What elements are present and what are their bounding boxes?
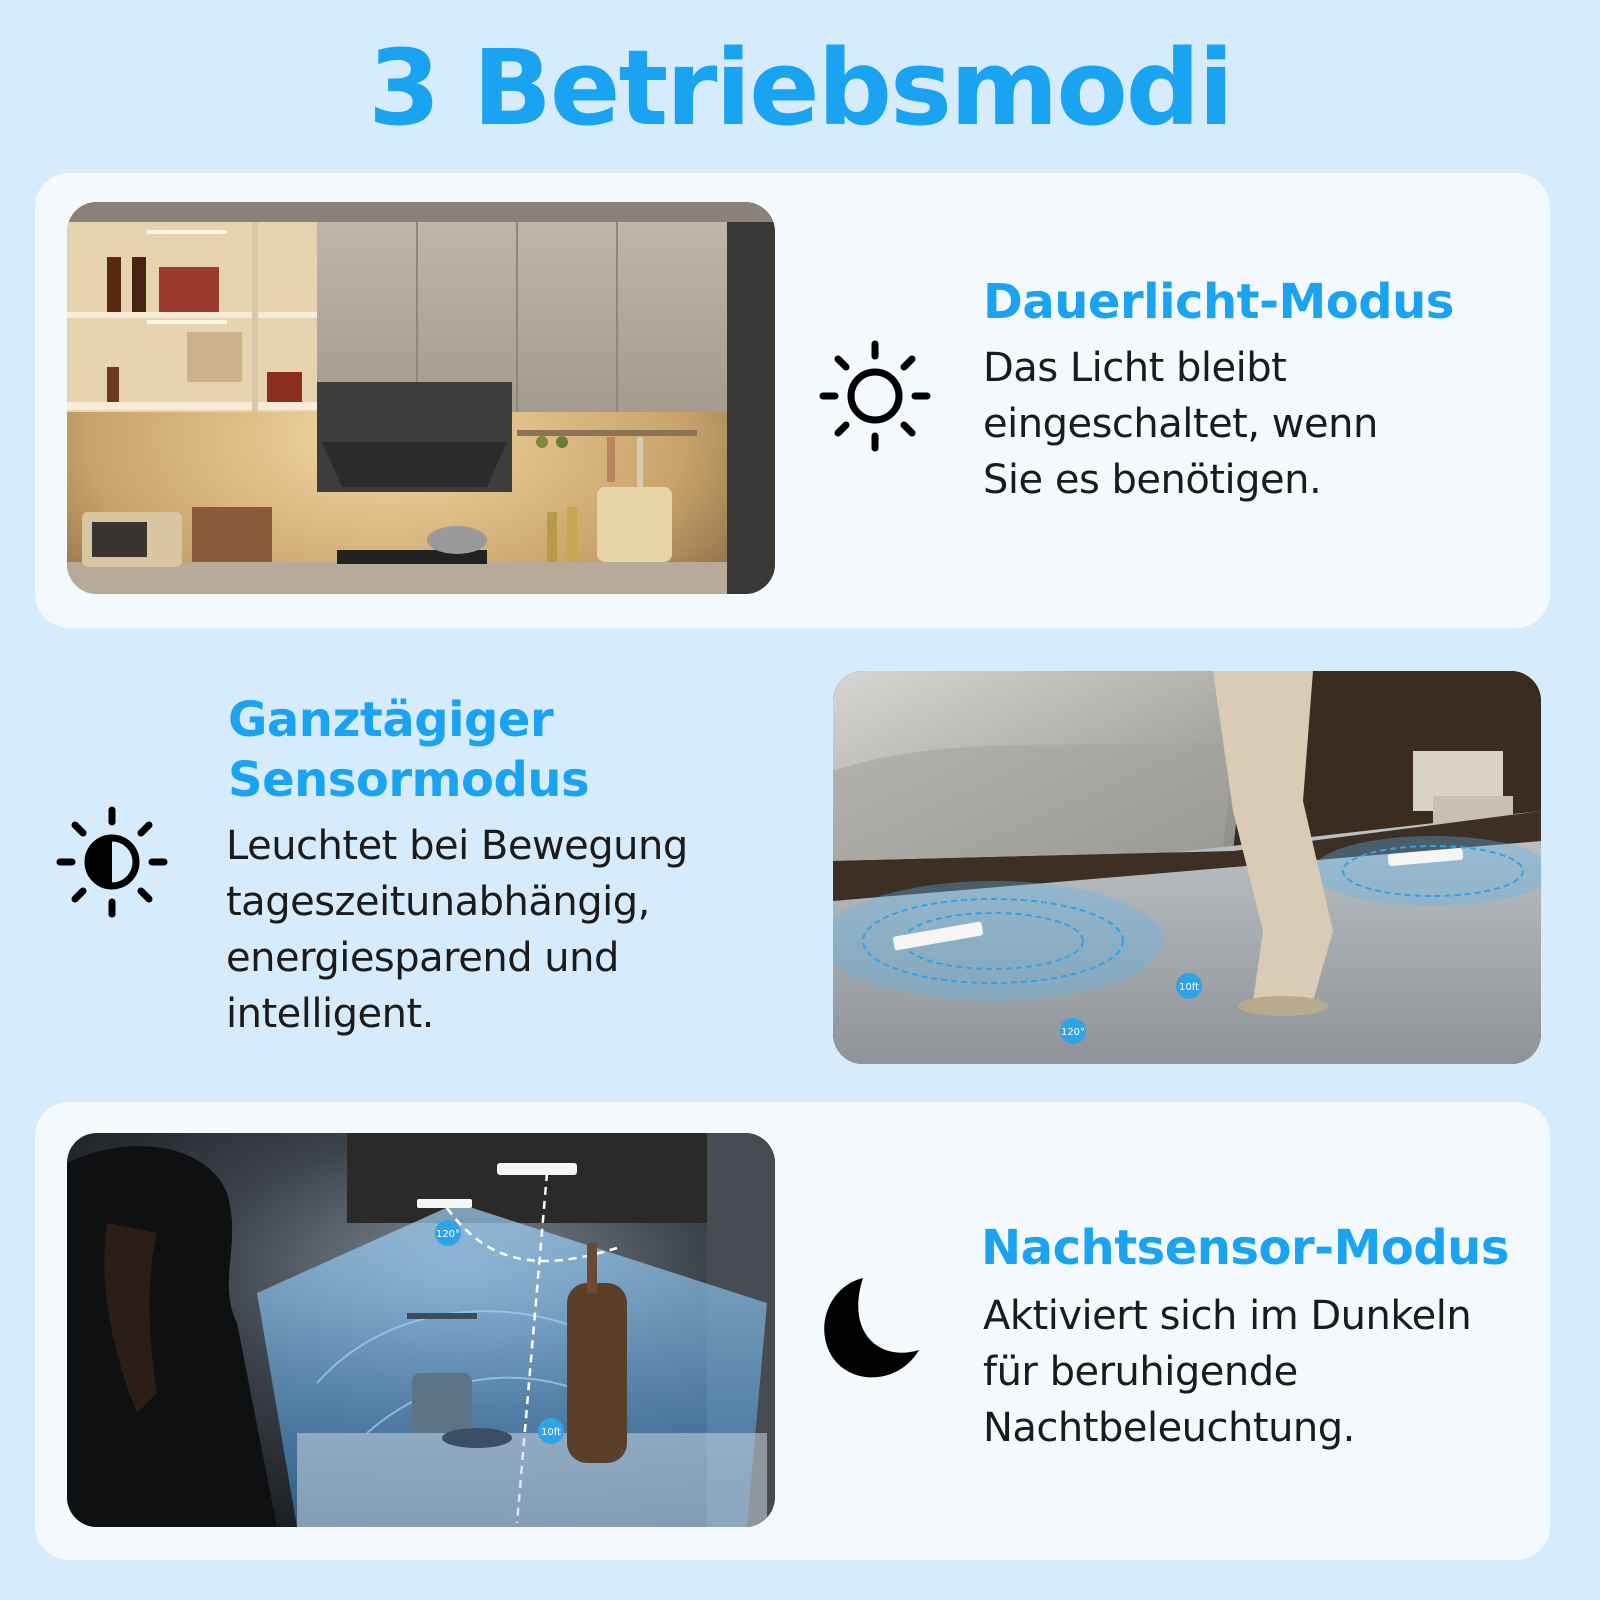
mode-title-sensormodus [228,690,589,810]
angle-label: 120° [435,1229,461,1240]
description-line: Das Licht bleibt [983,345,1287,391]
range-label: 10ft [1179,982,1199,993]
description-line: Aktiviert sich im Dunkeln [983,1293,1472,1339]
description-line: energiesparend und [226,935,619,981]
sun-icon [819,340,931,452]
title-line: Ganztägiger [228,692,554,748]
mode-description-sensormodus [226,818,688,1042]
description-line: Nachtbeleuchtung. [983,1405,1355,1451]
bedroom-motion-sensor-photo [833,671,1541,1064]
night-kitchen-photo [67,1133,775,1527]
mode-title-nachtsensor: Nachtsensor-Modus [981,1220,1509,1276]
moon-icon [815,1272,927,1384]
description-line: Leuchtet bei Bewegung [226,823,688,869]
mode-description-nachtsensor [983,1288,1471,1456]
mode-title-dauerlicht: Dauerlicht-Modus [983,274,1454,330]
angle-label: 120° [1060,1027,1086,1038]
range-label: 10ft [541,1427,561,1438]
mode-description-dauerlicht [983,340,1378,508]
description-line: für beruhigende [983,1349,1298,1395]
description-line: eingeschaltet, wenn [983,401,1378,447]
description-line: tageszeitunabhängig, [226,879,650,925]
description-line: intelligent. [226,991,434,1037]
page-title: 3 Betriebsmodi [368,27,1232,149]
title-line: Sensormodus [228,752,590,808]
kitchen-shelves-photo [67,202,775,594]
half-sun-icon [56,806,168,918]
description-line: Sie es benötigen. [983,457,1322,503]
